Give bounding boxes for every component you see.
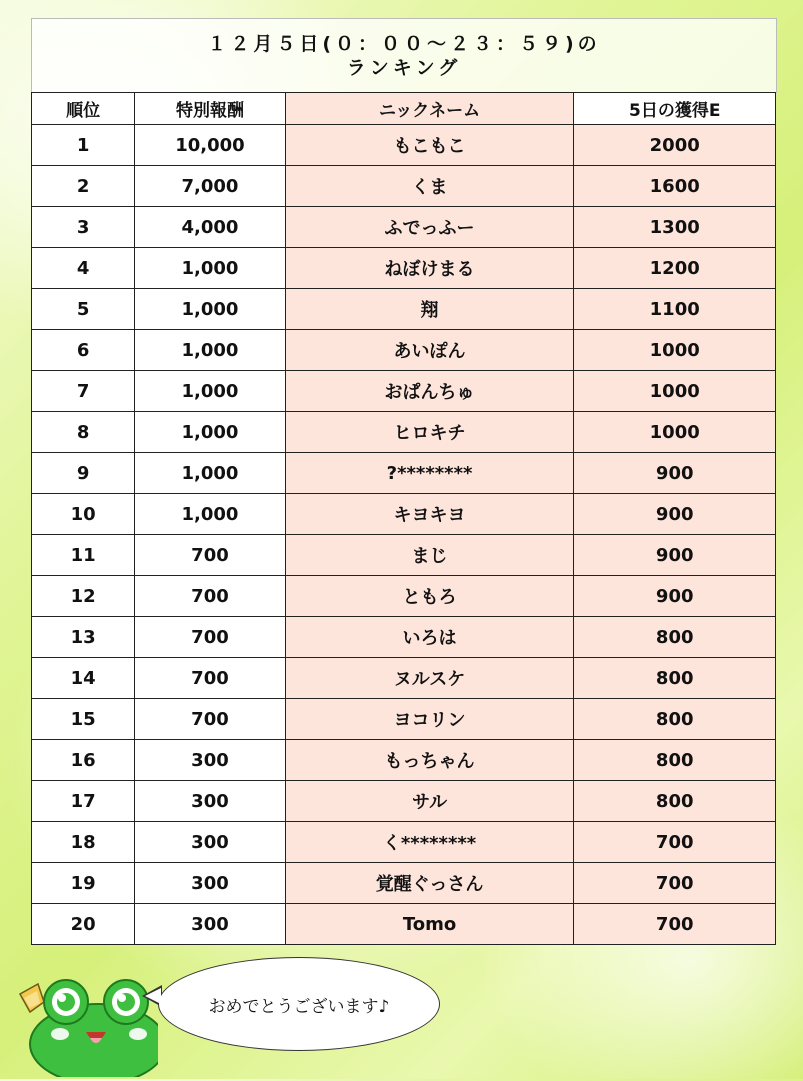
cell-reward: 700	[135, 617, 285, 658]
cell-earned: 900	[574, 453, 776, 494]
cell-rank: 12	[32, 576, 135, 617]
cell-reward: 1,000	[135, 371, 285, 412]
table-row	[32, 822, 776, 863]
table-row	[32, 371, 776, 412]
cell-nickname: ?********	[285, 453, 574, 494]
table-row	[32, 412, 776, 453]
cell-rank: 4	[32, 248, 135, 289]
table-row	[32, 207, 776, 248]
cell-rank: 7	[32, 371, 135, 412]
table-row	[32, 535, 776, 576]
cell-rank: 10	[32, 494, 135, 535]
cell-earned: 800	[574, 617, 776, 658]
cell-nickname: ヌルスケ	[285, 658, 574, 699]
cell-reward: 300	[135, 863, 285, 904]
cell-nickname: く********	[285, 822, 574, 863]
cell-nickname: ねぼけまる	[285, 248, 574, 289]
cell-nickname: もっちゃん	[285, 740, 574, 781]
cell-reward: 10,000	[135, 125, 285, 166]
header-rank: 順位	[32, 93, 135, 125]
cell-reward: 1,000	[135, 330, 285, 371]
cell-reward: 1,000	[135, 494, 285, 535]
cell-earned: 2000	[574, 125, 776, 166]
speech-bubble-text: おめでとうございます♪	[208, 996, 390, 1017]
cell-earned: 1000	[574, 330, 776, 371]
cell-rank: 1	[32, 125, 135, 166]
cell-reward: 1,000	[135, 412, 285, 453]
cell-reward: 700	[135, 535, 285, 576]
cell-earned: 1300	[574, 207, 776, 248]
cell-earned: 1000	[574, 412, 776, 453]
cell-rank: 3	[32, 207, 135, 248]
cell-earned: 1000	[574, 371, 776, 412]
cell-reward: 1,000	[135, 289, 285, 330]
ranking-title-line2: ランキング	[346, 57, 462, 79]
cell-nickname: あいぽん	[285, 330, 574, 371]
table-row	[32, 617, 776, 658]
table-row	[32, 289, 776, 330]
cell-nickname: ふでっふー	[285, 207, 574, 248]
table-row	[32, 576, 776, 617]
cell-rank: 6	[32, 330, 135, 371]
cell-reward: 300	[135, 781, 285, 822]
table-row	[32, 781, 776, 822]
cell-earned: 800	[574, 658, 776, 699]
cell-nickname: ヒロキチ	[285, 412, 574, 453]
table-row	[32, 494, 776, 535]
cell-rank: 17	[32, 781, 135, 822]
cell-nickname: おぱんちゅ	[285, 371, 574, 412]
cell-reward: 4,000	[135, 207, 285, 248]
cell-nickname: もこもこ	[285, 125, 574, 166]
header-earned: 5日の獲得E	[574, 93, 776, 125]
cell-rank: 16	[32, 740, 135, 781]
ranking-title-box	[31, 18, 777, 93]
cell-rank: 5	[32, 289, 135, 330]
table-row	[32, 658, 776, 699]
cell-nickname: Tomo	[285, 904, 574, 945]
cell-earned: 1200	[574, 248, 776, 289]
cell-nickname: 覚醒ぐっさん	[285, 863, 574, 904]
cell-nickname: 翔	[285, 289, 574, 330]
cell-rank: 8	[32, 412, 135, 453]
cell-rank: 20	[32, 904, 135, 945]
cell-earned: 800	[574, 699, 776, 740]
cell-earned: 800	[574, 740, 776, 781]
cell-earned: 700	[574, 822, 776, 863]
table-row	[32, 248, 776, 289]
ranking-table	[31, 92, 776, 945]
cell-earned: 700	[574, 904, 776, 945]
cell-earned: 700	[574, 863, 776, 904]
cell-reward: 300	[135, 740, 285, 781]
cell-earned: 900	[574, 494, 776, 535]
cell-reward: 1,000	[135, 453, 285, 494]
cell-reward: 700	[135, 658, 285, 699]
table-row	[32, 740, 776, 781]
frog-mascot-icon	[8, 972, 158, 1077]
cell-nickname: まじ	[285, 535, 574, 576]
cell-earned: 900	[574, 576, 776, 617]
cell-nickname: ともろ	[285, 576, 574, 617]
cell-earned: 900	[574, 535, 776, 576]
cell-nickname: サル	[285, 781, 574, 822]
cell-reward: 7,000	[135, 166, 285, 207]
cell-nickname: ヨコリン	[285, 699, 574, 740]
cell-rank: 15	[32, 699, 135, 740]
cell-rank: 9	[32, 453, 135, 494]
cell-rank: 14	[32, 658, 135, 699]
table-row	[32, 453, 776, 494]
cell-reward: 700	[135, 699, 285, 740]
table-header-row	[32, 93, 776, 125]
cell-earned: 1600	[574, 166, 776, 207]
cell-rank: 19	[32, 863, 135, 904]
table-row	[32, 863, 776, 904]
header-nickname: ニックネーム	[285, 93, 574, 125]
header-reward: 特別報酬	[135, 93, 285, 125]
speech-bubble-tail-fill	[145, 988, 161, 1004]
table-row	[32, 904, 776, 945]
cell-nickname: キヨキヨ	[285, 494, 574, 535]
cell-reward: 700	[135, 576, 285, 617]
table-row	[32, 699, 776, 740]
ranking-title-line1: １２月５日(０：００〜２３：５９)の	[207, 33, 601, 55]
cell-rank: 13	[32, 617, 135, 658]
table-row	[32, 330, 776, 371]
cell-earned: 800	[574, 781, 776, 822]
cell-nickname: くま	[285, 166, 574, 207]
cell-reward: 300	[135, 822, 285, 863]
cell-reward: 1,000	[135, 248, 285, 289]
cell-rank: 2	[32, 166, 135, 207]
table-row	[32, 125, 776, 166]
speech-bubble	[158, 957, 440, 1051]
cell-rank: 11	[32, 535, 135, 576]
cell-earned: 1100	[574, 289, 776, 330]
cell-rank: 18	[32, 822, 135, 863]
table-row	[32, 166, 776, 207]
cell-nickname: いろは	[285, 617, 574, 658]
ranking-table-body	[32, 125, 776, 945]
cell-reward: 300	[135, 904, 285, 945]
